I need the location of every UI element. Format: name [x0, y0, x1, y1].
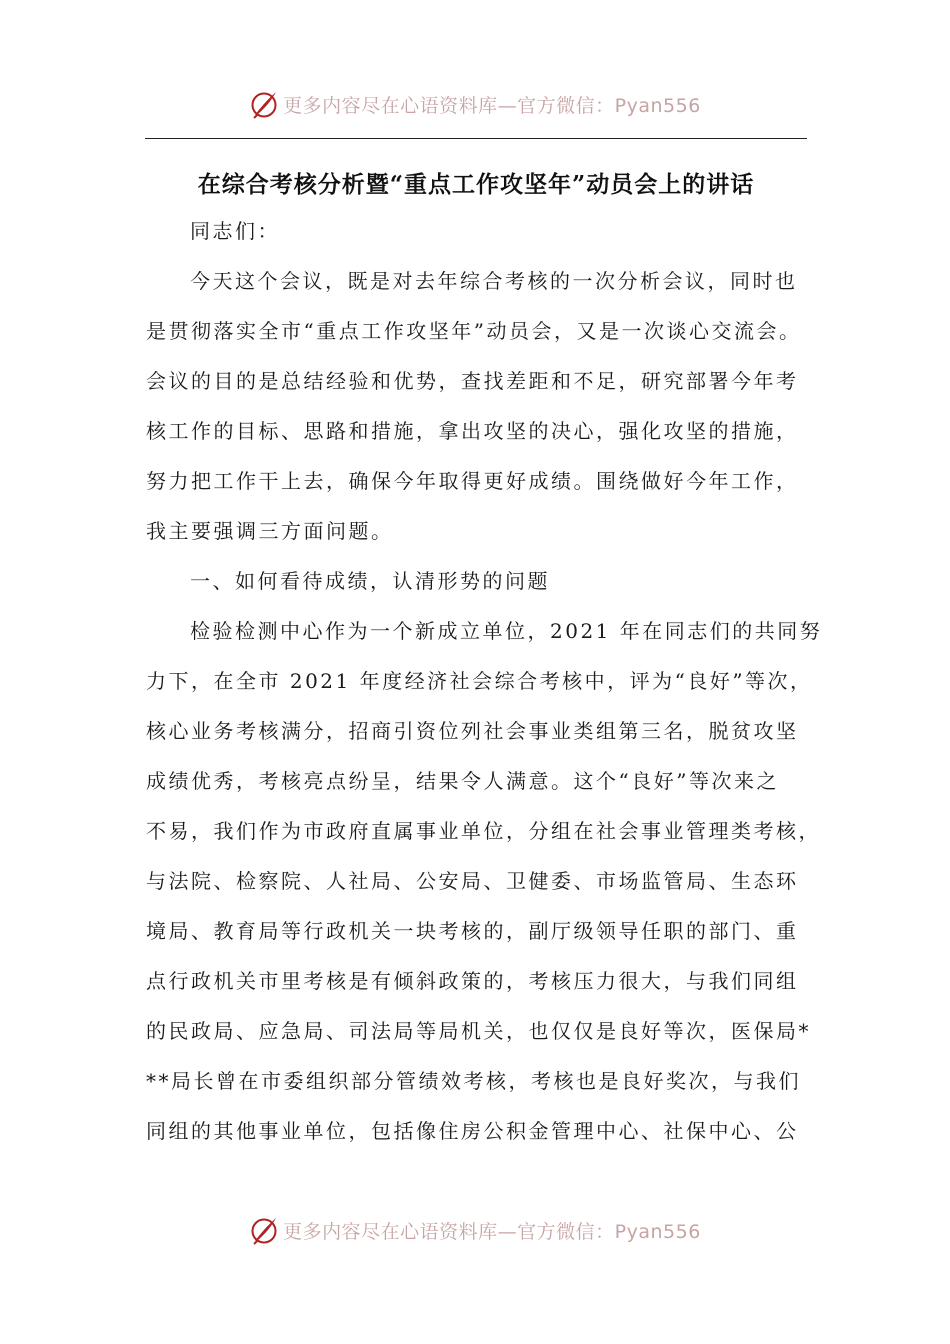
banner-text: 更多内容尽在心语资料库—官方微信：Pyan556	[283, 94, 701, 117]
paragraph-line: 我主要强调三方面问题。	[146, 519, 394, 543]
paragraph-line: 核工作的目标、思路和措施，拿出攻坚的决心，强化攻坚的措施，	[146, 419, 799, 443]
footer-banner	[0, 1210, 950, 1250]
paragraph-line: **局长曾在市委组织部分管绩效考核，考核也是良好奖次，与我们	[146, 1069, 801, 1093]
section-heading: 一、如何看待成绩，认清形势的问题	[190, 569, 550, 593]
paragraph-line: 核心业务考核满分，招商引资位列社会事业类组第三名，脱贫攻坚	[146, 719, 799, 743]
paragraph-line: 境局、教育局等行政机关一块考核的，副厅级领导任职的部门、重	[146, 919, 799, 943]
header-banner	[0, 84, 950, 124]
paragraph-line: 的民政局、应急局、司法局等局机关，也仅仅是良好等次，医保局*	[146, 1019, 811, 1043]
paragraph-line: 不易，我们作为市政府直属事业单位，分组在社会事业管理类考核，	[146, 819, 821, 843]
paragraph-line: 成绩优秀，考核亮点纷呈，结果令人满意。这个“良好”等次来之	[146, 769, 779, 793]
banner-text: 更多内容尽在心语资料库—官方微信：Pyan556	[283, 1220, 701, 1243]
header-rule	[145, 138, 807, 139]
paragraph-line: 同组的其他事业单位，包括像住房公积金管理中心、社保中心、公	[146, 1119, 799, 1143]
document-title: 在综合考核分析暨“重点工作攻坚年”动员会上的讲话	[197, 171, 755, 198]
paragraph-line: 会议的目的是总结经验和优势，查找差距和不足，研究部署今年考	[146, 369, 799, 393]
quill-logo-icon	[249, 89, 279, 119]
paragraph-line: 努力把工作干上去，确保今年取得更好成绩。围绕做好今年工作，	[146, 469, 799, 493]
paragraph-line: 今天这个会议，既是对去年综合考核的一次分析会议，同时也	[190, 269, 798, 293]
paragraph-line: 点行政机关市里考核是有倾斜政策的，考核压力很大，与我们同组	[146, 969, 799, 993]
paragraph-line: 力下，在全市 2021 年度经济社会综合考核中，评为“良好”等次，	[146, 669, 813, 693]
paragraph-line: 检验检测中心作为一个新成立单位，2021 年在同志们的共同努	[190, 619, 823, 643]
salutation: 同志们：	[190, 219, 280, 243]
quill-logo-icon	[249, 1215, 279, 1245]
paragraph-line: 与法院、检察院、人社局、公安局、卫健委、市场监管局、生态环	[146, 869, 799, 893]
paragraph-line: 是贯彻落实全市“重点工作攻坚年”动员会，又是一次谈心交流会。	[146, 319, 802, 343]
